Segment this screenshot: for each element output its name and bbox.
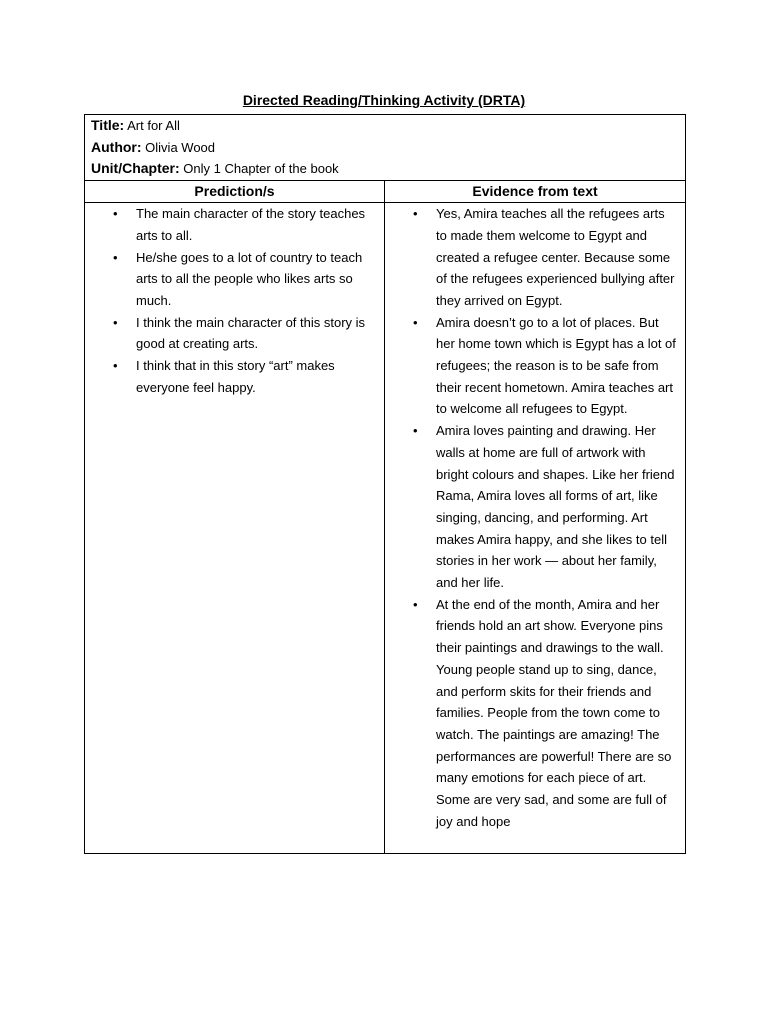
- bullet-icon: •: [413, 314, 418, 330]
- evidence-header: Evidence from text: [385, 181, 686, 203]
- evidence-text: At the end of the month, Amira and her friends hold an art show. Everyone pins their paintings and drawings to the wall. Young people stand up to sing, dance, and perform skits for their friends and families. People from the town come to watch. The paintings are amazing! The performances are powerful! There are so many emotions for each piece of art. Some are very sad, and some are full of joy and hope: [436, 596, 672, 829]
- bullet-icon: •: [113, 314, 118, 330]
- info-row: [85, 115, 686, 181]
- bullet-icon: •: [413, 596, 418, 612]
- author-line: [91, 137, 679, 159]
- content-row: [85, 203, 686, 854]
- prediction-text: I think the main character of this story is good at creating arts.: [136, 314, 366, 352]
- prediction-item: [85, 355, 384, 398]
- unit-label: Unit/Chapter:: [91, 160, 180, 177]
- evidence-list: [385, 203, 685, 832]
- evidence-cell: [385, 203, 686, 854]
- drta-table: [84, 114, 686, 854]
- header-row: [85, 181, 686, 203]
- evidence-item: [385, 203, 685, 312]
- evidence-item: [385, 312, 685, 421]
- author-value: Olivia Wood: [145, 139, 216, 155]
- evidence-text: Amira doesn’t go to a lot of places. But her home town which is Egypt has a lot of refugees; the reason is to be safe from their recent hometown. Amira teaches art to welcome all refugees to Egypt.: [436, 314, 676, 417]
- bullet-icon: •: [413, 206, 418, 222]
- author-label: Author:: [91, 138, 142, 155]
- prediction-text: The main character of the story teaches arts to all.: [136, 206, 366, 243]
- prediction-item: [85, 312, 384, 355]
- bullet-icon: •: [113, 249, 118, 265]
- evidence-text: Yes, Amira teaches all the refugees arts to made them welcome to Egypt and created a refugee center. Because some of the refugees experienced bullying after they arrived on Egypt.: [436, 206, 675, 308]
- title-value: Art for All: [127, 118, 180, 133]
- book-info-cell: [85, 115, 686, 181]
- evidence-text: Amira loves painting and drawing. Her walls at home are full of artwork with bright colours and shapes. Like her friend Rama, Amira loves all forms of art, like singing, dancing, and performing. Art makes Amira happy, and she likes to tell stories in her work — about her family, and her life.: [436, 423, 675, 591]
- bullet-icon: •: [113, 358, 118, 374]
- bullet-icon: •: [113, 206, 118, 222]
- evidence-item: [385, 420, 685, 594]
- title-label: Title:: [91, 117, 125, 133]
- prediction-item: [85, 203, 384, 246]
- predictions-list: [85, 203, 384, 398]
- unit-line: [91, 158, 679, 180]
- evidence-item: [385, 594, 685, 833]
- bullet-icon: •: [413, 423, 418, 439]
- prediction-item: [85, 247, 384, 312]
- title-line: [91, 115, 679, 137]
- predictions-header: Prediction/s: [85, 181, 385, 203]
- predictions-cell: [85, 203, 385, 854]
- prediction-text: He/she goes to a lot of country to teach arts to all the people who likes arts so much.: [136, 249, 363, 308]
- unit-value: Only 1 Chapter of the book: [183, 161, 339, 177]
- document-title: Directed Reading/Thinking Activity (DRTA): [242, 92, 526, 108]
- prediction-text: I think that in this story “art” makes everyone feel happy.: [136, 358, 335, 395]
